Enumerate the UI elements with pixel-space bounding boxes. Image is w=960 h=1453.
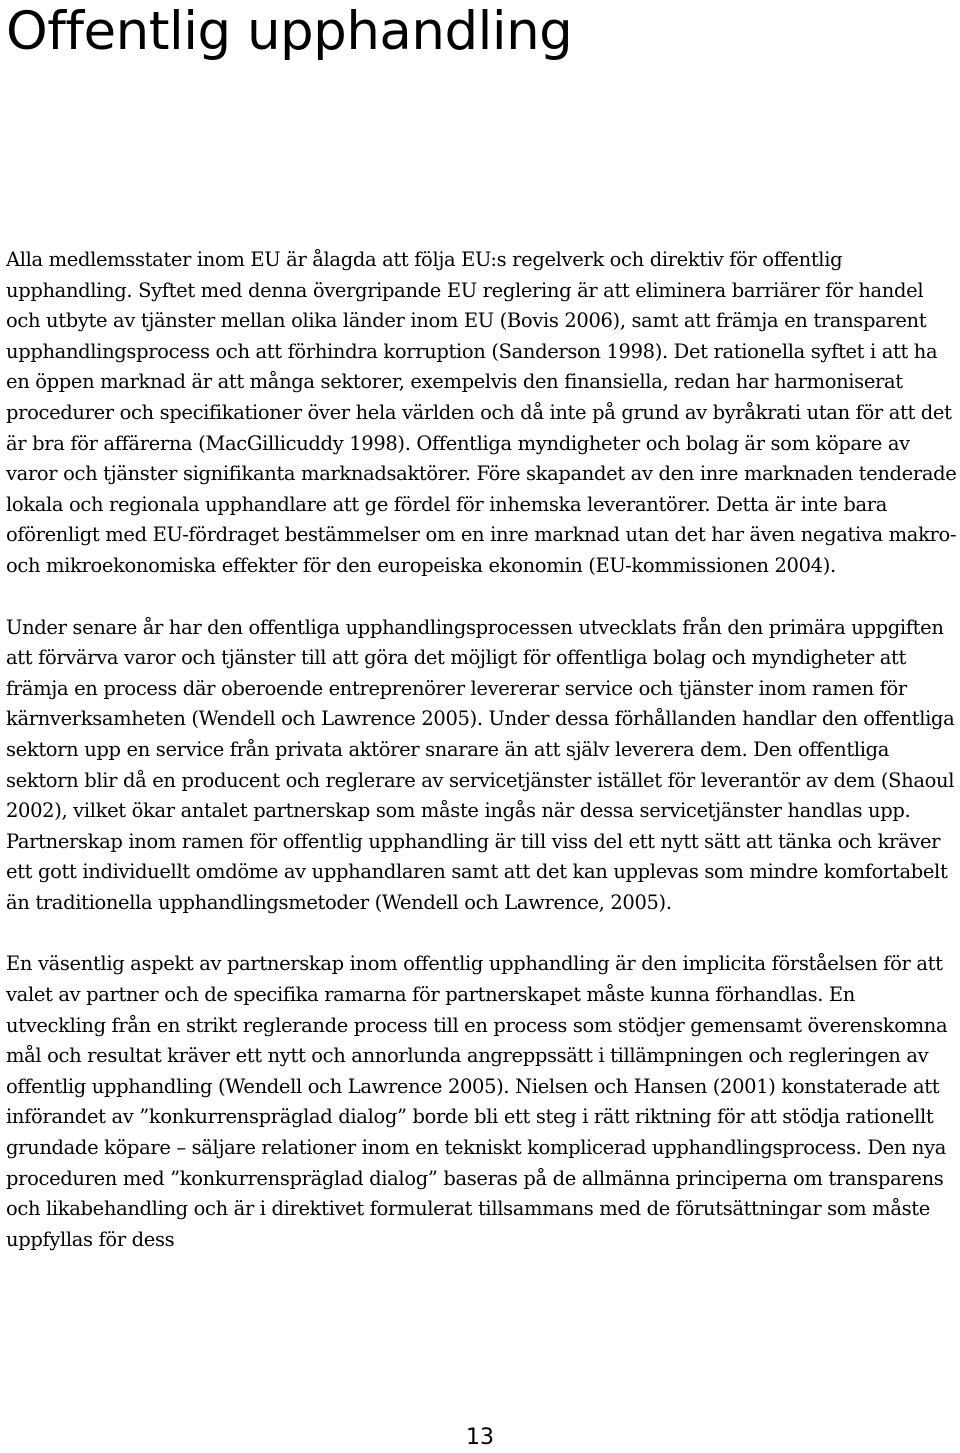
page-title: Offentlig upphandling bbox=[6, 1, 573, 62]
paragraph-1: Alla medlemsstater inom EU är ålagda att följa EU:s regelverk och direktiv för offentlig upphandling. Syftet med denna övergripande EU reglering är att eliminera barriärer för handel och utbyte av tjänster mellan olika länder inom EU (Bovis 2006), samt att främja en transparent upphandlingsprocess och att förhindra korruption (Sanderson 1998). Det rationella syftet i att ha en öppen marknad är att många sektorer, exempelvis den finansiella, redan har harmoniserat procedurer och specifikationer över hela världen och då inte på grund av byråkrati utan för att det är bra för affärerna (MacGillicuddy 1998). Offentliga myndigheter och bolag är som köpare av varor och tjänster signifikanta marknadsaktörer. Före skapandet av den inre marknaden tenderade lokala och regionala upphandlare att ge fördel för inhemska leverantörer. Detta är inte bara oförenligt med EU-fördraget bestämmelser om en inre marknad utan det har även negativa makro- och mikroekonomiska effekter för den europeiska ekonomin (EU-kommissionen 2004). bbox=[6, 248, 957, 577]
body-text bbox=[6, 245, 958, 1286]
paragraph-2: Under senare år har den offentliga upphandlingsprocessen utvecklats från den primära uppgiften att förvärva varor och tjänster till att göra det möjligt för offentliga bolag och myndigheter att främja en process där oberoende entreprenörer levererar service och tjänster inom ramen för kärnverksamheten (Wendell och Lawrence 2005). Under dessa förhållanden handlar den offentliga sektorn upp en service från privata aktörer snarare än att själv leverera dem. Den offentliga sektorn blir då en producent och reglerare av servicetjänster istället för leverantör av dem (Shaoul 2002), vilket ökar antalet partnerskap som måste ingås när dessa servicetjänster handlas upp. Partnerskap inom ramen för offentlig upphandling är till viss del ett nytt sätt att tänka och kräver ett gott individuellt omdöme av upphandlaren samt att det kan upplevas som mindre komfortabelt än traditionella upphandlingsmetoder (Wendell och Lawrence, 2005). bbox=[6, 615, 955, 914]
paragraph-3: En väsentlig aspekt av partnerskap inom offentlig upphandling är den implicita förståelsen för att valet av partner och de specifika ramarna för partnerskapet måste kunna förhandlas. En utveckling från en strikt reglerande process till en process som stödjer gemensamt överenskomna mål och resultat kräver ett nytt och annorlunda angreppssätt i tillämpningen och regleringen av offentlig upphandling (Wendell och Lawrence 2005). Nielsen och Hansen (2001) konstaterade att införandet av ”konkurrenspräglad dialog” borde bli ett steg i rätt riktning för att stödja rationellt grundade köpare – säljare relationer inom en tekniskt komplicerad upphandlingsprocess. Den nya proceduren med ”konkurrenspräglad dialog” baseras på de allmänna principerna om transparens och likabehandling och är i direktivet formulerat tillsammans med de förutsättningar som måste uppfyllas för dess bbox=[6, 952, 948, 1251]
page-number: 13 bbox=[466, 1425, 494, 1450]
